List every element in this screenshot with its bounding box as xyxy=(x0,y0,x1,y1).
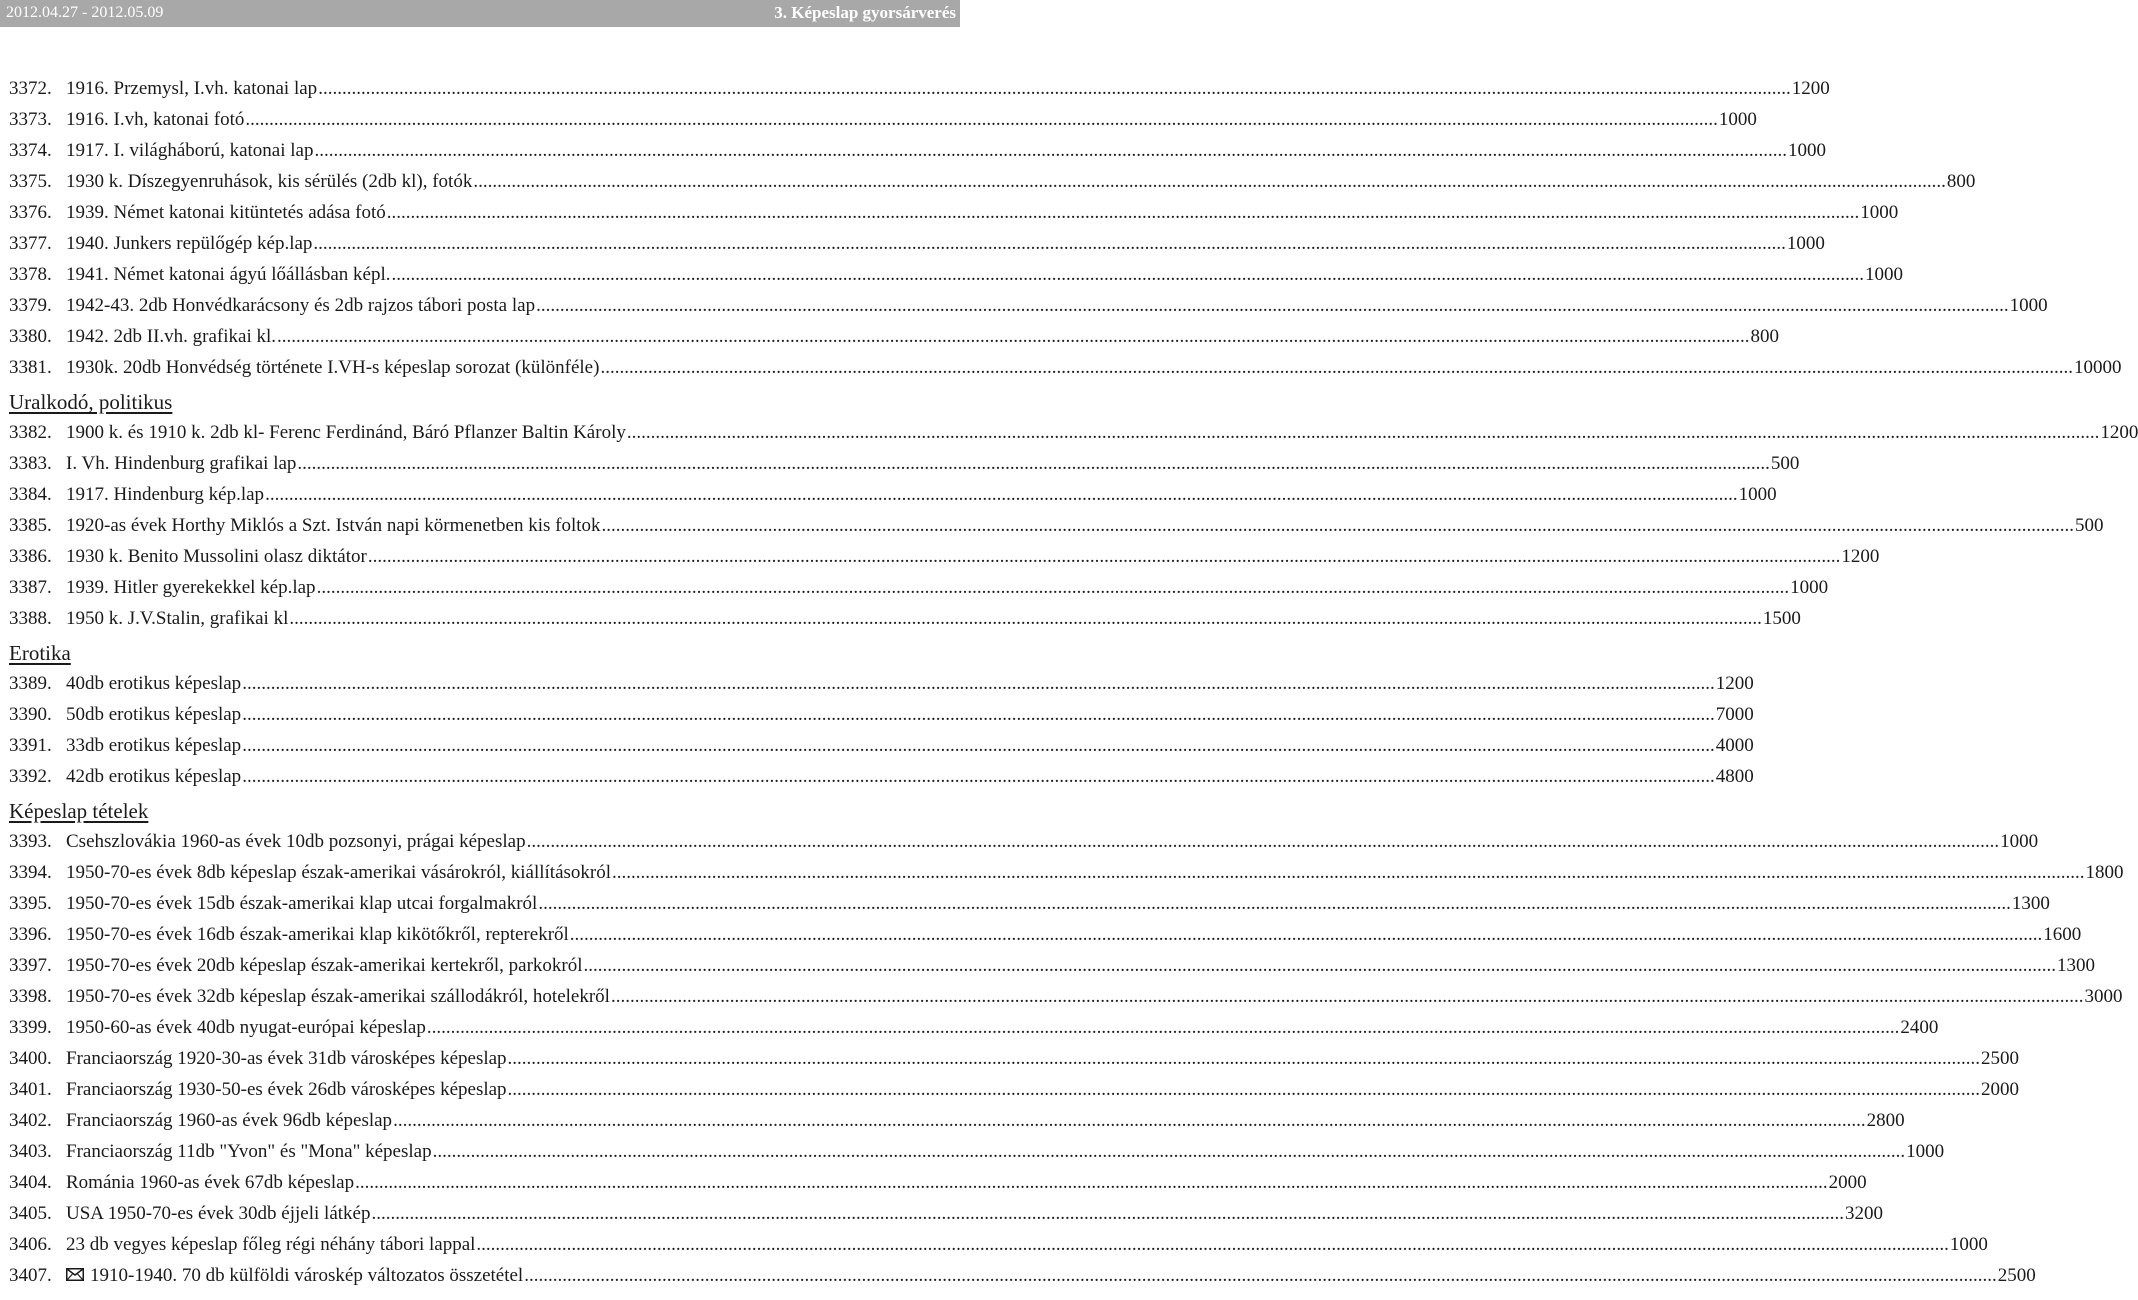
lot-description xyxy=(66,357,599,379)
lot-row xyxy=(9,1229,1988,1260)
lot-description xyxy=(66,831,526,853)
lot-row xyxy=(9,321,1780,352)
lot-description-text: 33db erotikus képeslap xyxy=(66,734,242,756)
date-range: 2012.04.27 - 2012.05.09 xyxy=(6,4,164,21)
section-heading: Uralkodó, politikus xyxy=(9,390,173,414)
dot-leader xyxy=(387,202,1860,224)
lot-price: 1300 xyxy=(2011,892,2050,914)
lot-row xyxy=(9,1043,2020,1074)
lot-price: 1000 xyxy=(1860,201,1899,223)
lot-number: 3389. xyxy=(9,672,52,694)
lot-number: 3398. xyxy=(9,985,52,1007)
lot-number: 3381. xyxy=(9,356,52,378)
lot-description xyxy=(66,295,535,317)
dot-leader xyxy=(317,577,1790,599)
lot-description xyxy=(66,608,288,630)
lot-row xyxy=(9,197,1899,228)
lot-price: 7000 xyxy=(1715,703,1754,725)
lot-description xyxy=(66,1079,507,1101)
lot-price: 1600 xyxy=(2043,923,2082,945)
lot-price: 3200 xyxy=(1844,1202,1883,1224)
lot-description-text: 42db erotikus képeslap xyxy=(66,765,242,787)
lot-description xyxy=(66,1017,426,1039)
lot-description-text: 1950-70-es évek 8db képeslap észak-amerikai vásárokról, kiállításokról xyxy=(66,861,612,883)
lot-description xyxy=(66,422,626,444)
lot-number: 3404. xyxy=(9,1171,52,1193)
lot-number: 3378. xyxy=(9,263,52,285)
dot-leader xyxy=(297,453,1770,475)
lot-row xyxy=(9,888,2050,919)
lot-number: 3397. xyxy=(9,954,52,976)
dot-leader xyxy=(508,1079,1981,1101)
lot-description xyxy=(66,766,241,788)
lot-description xyxy=(66,1048,507,1070)
lot-description xyxy=(66,546,367,568)
dot-leader xyxy=(538,893,2011,915)
lot-price: 1000 xyxy=(2000,830,2039,852)
dot-leader xyxy=(242,766,1715,788)
lot-description-text: 1930 k. Benito Mussolini olasz diktátor xyxy=(66,545,367,567)
lot-description xyxy=(66,484,264,506)
lot-description-text: 40db erotikus képeslap xyxy=(66,672,242,694)
lot-row xyxy=(9,950,2095,981)
lot-description-text: 1941. Német katonai ágyú lőállásban képl. xyxy=(66,263,391,285)
lot-row xyxy=(9,603,1801,634)
lot-number: 3396. xyxy=(9,923,52,945)
lot-description xyxy=(66,1141,432,1163)
lot-price: 2000 xyxy=(1981,1078,2020,1100)
dot-leader xyxy=(611,986,2084,1008)
lot-description xyxy=(66,1265,523,1287)
lot-description-text: 1950-60-as évek 40db nyugat-európai képeslap xyxy=(66,1016,426,1038)
lot-description xyxy=(66,735,241,757)
lot-description xyxy=(66,453,296,475)
lot-price: 4000 xyxy=(1715,734,1754,756)
lot-description-text: Franciaország 1930-50-es évek 26db városképes képeslap xyxy=(66,1078,507,1100)
lot-description-text: 1930k. 20db Honvédség története I.VH-s képeslap sorozat (különféle) xyxy=(66,356,600,378)
lot-price: 500 xyxy=(1770,452,1800,474)
lot-description-text: 1920-as évek Horthy Miklós a Szt. István napi körmenetben kis foltok xyxy=(66,514,601,536)
dot-leader xyxy=(277,326,1750,348)
section-heading: Erotika xyxy=(9,641,71,665)
lot-row xyxy=(9,572,1829,603)
lot-row xyxy=(9,290,2048,321)
dot-leader xyxy=(313,233,1786,255)
lot-price: 1500 xyxy=(1762,607,1801,629)
dot-leader xyxy=(355,1172,1828,1194)
lot-number: 3400. xyxy=(9,1047,52,1069)
lot-number: 3377. xyxy=(9,232,52,254)
lot-price: 1000 xyxy=(1949,1233,1988,1255)
lot-description xyxy=(66,515,601,537)
dot-leader xyxy=(536,295,2009,317)
lot-row xyxy=(9,857,2124,888)
lot-list xyxy=(9,73,2138,1291)
lot-description-text: Franciaország 1960-as évek 96db képeslap xyxy=(66,1109,393,1131)
lot-number: 3380. xyxy=(9,325,52,347)
lot-row xyxy=(9,668,1754,699)
lot-price: 2400 xyxy=(1900,1016,1939,1038)
lot-row xyxy=(9,1198,1883,1229)
lot-price: 1200 xyxy=(1791,77,1830,99)
dot-leader xyxy=(368,546,1841,568)
dot-leader xyxy=(476,1234,1949,1256)
dot-leader xyxy=(245,109,1718,131)
lot-number: 3401. xyxy=(9,1078,52,1100)
lot-row xyxy=(9,352,2122,383)
lot-price: 1200 xyxy=(2100,421,2138,443)
lot-description-text: 1942-43. 2db Honvédkarácsony és 2db rajzos tábori posta lap xyxy=(66,294,536,316)
dot-leader xyxy=(427,1017,1900,1039)
lot-number: 3403. xyxy=(9,1140,52,1162)
lot-number: 3402. xyxy=(9,1109,52,1131)
lot-description-text: 1950-70-es évek 15db észak-amerikai klap utcai forgalmakról xyxy=(66,892,538,914)
lot-number: 3386. xyxy=(9,545,52,567)
lot-number: 3376. xyxy=(9,201,52,223)
lot-row xyxy=(9,699,1754,730)
lot-description-text: Csehszlovákia 1960-as évek 10db pozsonyi, prágai képeslap xyxy=(66,830,526,852)
dot-leader xyxy=(242,735,1715,757)
lot-price: 3000 xyxy=(2084,985,2123,1007)
lot-row xyxy=(9,1260,2036,1291)
lot-row xyxy=(9,919,2082,950)
lot-number: 3395. xyxy=(9,892,52,914)
lot-number: 3394. xyxy=(9,861,52,883)
lot-description xyxy=(66,673,241,695)
lot-description xyxy=(66,140,313,162)
lot-price: 1000 xyxy=(1786,232,1825,254)
lot-number: 3375. xyxy=(9,170,52,192)
lot-description-text: 1910-1940. 70 db külföldi városkép változatos összetétel xyxy=(90,1264,524,1286)
lot-description xyxy=(66,955,583,977)
lot-number: 3406. xyxy=(9,1233,52,1255)
lot-price: 4800 xyxy=(1715,765,1754,787)
lot-price: 1000 xyxy=(1906,1140,1945,1162)
lot-row xyxy=(9,1074,2020,1105)
dot-leader xyxy=(473,171,1946,193)
lot-description xyxy=(66,1203,370,1225)
lot-description xyxy=(66,1234,475,1256)
lot-number: 3407. xyxy=(9,1264,52,1286)
lot-price: 1800 xyxy=(2085,861,2124,883)
lot-number: 3399. xyxy=(9,1016,52,1038)
lot-row xyxy=(9,479,1777,510)
lot-price: 2500 xyxy=(1981,1047,2020,1069)
lot-price: 2500 xyxy=(1997,1264,2036,1286)
lot-number: 3388. xyxy=(9,607,52,629)
envelope-icon xyxy=(66,1266,84,1286)
section-heading: Képeslap tételek xyxy=(9,799,149,823)
lot-description-text: 1942. 2db II.vh. grafikai kl. xyxy=(66,325,277,347)
lot-price: 1000 xyxy=(1790,576,1829,598)
lot-number: 3379. xyxy=(9,294,52,316)
lot-price: 2800 xyxy=(1866,1109,1905,1131)
lot-price: 1200 xyxy=(1715,672,1754,694)
lot-description-text: 1939. Hitler gyerekekkel kép.lap xyxy=(66,576,316,598)
lot-row xyxy=(9,1167,1867,1198)
lot-row xyxy=(9,166,1976,197)
lot-description-text: 1916. I.vh, katonai fotó xyxy=(66,108,245,130)
lot-description-text: 1939. Német katonai kitüntetés adása fotó xyxy=(66,201,386,223)
lot-number: 3383. xyxy=(9,452,52,474)
lot-price: 2000 xyxy=(1828,1171,1867,1193)
lot-price: 1000 xyxy=(2009,294,2048,316)
lot-description-text: Franciaország 1920-30-as évek 31db városképes képeslap xyxy=(66,1047,507,1069)
lot-description-text: Franciaország 11db "Yvon" és "Mona" képeslap xyxy=(66,1140,432,1162)
lot-description-text: USA 1950-70-es évek 30db éjjeli látkép xyxy=(66,1202,371,1224)
dot-leader xyxy=(627,422,2100,444)
lot-price: 1000 xyxy=(1865,263,1903,285)
lot-description-text: 1930 k. Díszegyenruhások, kis sérülés (2db kl), fotók xyxy=(66,170,473,192)
lot-number: 3385. xyxy=(9,514,52,536)
dot-leader xyxy=(392,264,1865,286)
lot-row xyxy=(9,510,2104,541)
lot-row xyxy=(9,541,1880,572)
dot-leader xyxy=(318,78,1791,100)
dot-leader xyxy=(600,357,2073,379)
lot-description xyxy=(66,264,391,286)
lot-price: 800 xyxy=(1946,170,1976,192)
lot-number: 3393. xyxy=(9,830,52,852)
lot-description-text: 1900 k. és 1910 k. 2db kl- Ferenc Ferdinánd, Báró Pflanzer Baltin Károly xyxy=(66,421,626,443)
dot-leader xyxy=(570,924,2043,946)
lot-description xyxy=(66,1110,392,1132)
lot-description xyxy=(66,862,611,884)
lot-price: 800 xyxy=(1750,325,1780,347)
lot-description-text: 1916. Przemysl, I.vh. katonai lap xyxy=(66,77,318,99)
lot-number: 3372. xyxy=(9,77,52,99)
lot-description-text: 50db erotikus képeslap xyxy=(66,703,242,725)
lot-price: 1300 xyxy=(2057,954,2095,976)
lot-description xyxy=(66,78,317,100)
dot-leader xyxy=(527,831,2000,853)
dot-leader xyxy=(314,140,1787,162)
lot-description xyxy=(66,109,244,131)
lot-number: 3387. xyxy=(9,576,52,598)
lot-number: 3405. xyxy=(9,1202,52,1224)
lot-description-text: 1950-70-es évek 32db képeslap észak-amerikai szállodákról, hotelekről xyxy=(66,985,610,1007)
dot-leader xyxy=(602,515,2075,537)
lot-description-text: 1917. Hindenburg kép.lap xyxy=(66,483,265,505)
lot-description-text: 1950 k. J.V.Stalin, grafikai kl xyxy=(66,607,289,629)
lot-number: 3382. xyxy=(9,421,52,443)
lot-row xyxy=(9,73,1830,104)
lot-description xyxy=(66,893,537,915)
lot-row xyxy=(9,259,1903,290)
lot-number: 3391. xyxy=(9,734,52,756)
lot-description xyxy=(66,1172,354,1194)
dot-leader xyxy=(371,1203,1844,1225)
lot-number: 3373. xyxy=(9,108,52,130)
lot-number: 3384. xyxy=(9,483,52,505)
lot-description-text: 1940. Junkers repülőgép kép.lap xyxy=(66,232,313,254)
lot-description xyxy=(66,233,312,255)
dot-leader xyxy=(242,673,1715,695)
dot-leader xyxy=(393,1110,1866,1132)
lot-description-text: 1950-70-es évek 20db képeslap észak-amerikai kertekről, parkokról xyxy=(66,954,583,976)
lot-row xyxy=(9,228,1825,259)
lot-price: 10000 xyxy=(2073,356,2122,378)
lot-description-text: I. Vh. Hindenburg grafikai lap xyxy=(66,452,297,474)
lot-row xyxy=(9,826,2039,857)
lot-description-text: 1950-70-es évek 16db észak-amerikai klap kikötőkről, repterekről xyxy=(66,923,569,945)
lot-description xyxy=(66,171,472,193)
lot-row xyxy=(9,135,1826,166)
lot-price: 1200 xyxy=(1841,545,1880,567)
lot-description xyxy=(66,986,610,1008)
lot-description-text: 23 db vegyes képeslap főleg régi néhány tábori lappal xyxy=(66,1233,476,1255)
lot-description xyxy=(66,924,569,946)
dot-leader xyxy=(433,1141,1906,1163)
lot-row xyxy=(9,448,1800,479)
lot-description xyxy=(66,577,316,599)
dot-leader xyxy=(524,1265,1997,1287)
lot-price: 1000 xyxy=(1738,483,1777,505)
catalog-title: 3. Képeslap gyorsárverés xyxy=(774,3,956,22)
lot-number: 3374. xyxy=(9,139,52,161)
page-header xyxy=(0,0,960,27)
dot-leader xyxy=(584,955,2057,977)
dot-leader xyxy=(289,608,1762,630)
dot-leader xyxy=(242,704,1715,726)
lot-row xyxy=(9,1136,1945,1167)
lot-description-text: 1917. I. világháború, katonai lap xyxy=(66,139,314,161)
lot-row xyxy=(9,417,2138,448)
dot-leader xyxy=(612,862,2085,884)
lot-row xyxy=(9,1012,1939,1043)
lot-price: 1000 xyxy=(1787,139,1826,161)
lot-number: 3392. xyxy=(9,765,52,787)
lot-description-text: Románia 1960-as évek 67db képeslap xyxy=(66,1171,355,1193)
lot-price: 1000 xyxy=(1718,108,1757,130)
lot-price: 500 xyxy=(2075,514,2104,536)
lot-description xyxy=(66,704,241,726)
lot-description xyxy=(66,326,276,348)
dot-leader xyxy=(265,484,1738,506)
lot-row xyxy=(9,761,1754,792)
lot-row xyxy=(9,104,1757,135)
lot-row xyxy=(9,981,2123,1012)
lot-row xyxy=(9,730,1754,761)
lot-number: 3390. xyxy=(9,703,52,725)
dot-leader xyxy=(508,1048,1981,1070)
lot-row xyxy=(9,1105,1905,1136)
lot-description xyxy=(66,202,386,224)
